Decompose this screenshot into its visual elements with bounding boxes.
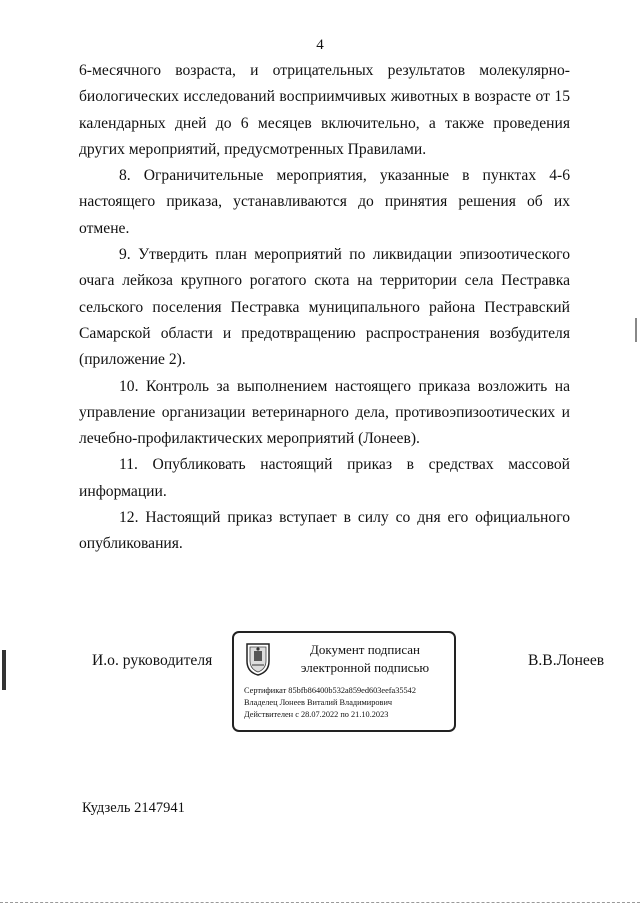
- paragraph-11: 11. Опубликовать настоящий приказ в средствах массовой информации.: [79, 456, 570, 500]
- stamp-line-2: электронной подписью: [300, 660, 430, 675]
- paragraph-10: 10. Контроль за выполнением настоящего приказа возложить на управление организации ветеринарного дела, противоэпизоотических и лечебно-профилактических мероприятий (Лонеев).: [79, 377, 570, 448]
- paragraph-continuation: 6-месячного возраста, и отрицательных результатов молекулярно-биологических исследований восприимчивых животных в возрасте от 15 календарных дней до 6 месяцев включительно, а также проведения других мероприятий, предусмотренных Правилами.: [79, 62, 570, 158]
- paragraph-12: 12. Настоящий приказ вступает в силу со дня его официального опубликования.: [79, 509, 570, 553]
- stamp-header: [274, 641, 456, 677]
- paragraph-8: 8. Ограничительные мероприятия, указанные в пунктах 4-6 настоящего приказа, устанавливаются до принятия решения об их отмене.: [79, 167, 570, 237]
- stamp-details: [244, 685, 454, 721]
- stamp-certificate: Сертификат 85bfb86400b532a859ed603eefa35542: [244, 686, 416, 695]
- stamp-owner: Владелец Лонеев Виталий Владимирович: [244, 698, 393, 707]
- stamp-validity: Действителен с 28.07.2022 по 21.10.2023: [244, 710, 389, 719]
- page-number: 4: [316, 37, 324, 53]
- stamp-line-1: Документ подписан: [310, 642, 420, 657]
- coat-of-arms-icon: [244, 641, 272, 677]
- signer-name: В.В.Лонеев: [528, 652, 605, 669]
- document-body: [79, 58, 570, 558]
- paragraph-9: 9. Утвердить план мероприятий по ликвидации эпизоотического очага лейкоза крупного рогатого скота на территории села Пестравка сельского поселения Пестравка муниципального района Пестравский Самарской области и предотвращению распространения возбудителя (приложение 2).: [79, 246, 570, 369]
- scan-edge-line: [0, 902, 640, 903]
- executor-note: Кудзель 2147941: [82, 800, 185, 816]
- electronic-signature-stamp: [232, 631, 456, 732]
- signer-title: И.о. руководителя: [92, 652, 213, 669]
- scan-artifact: [635, 318, 637, 342]
- scan-artifact-left: [2, 650, 6, 690]
